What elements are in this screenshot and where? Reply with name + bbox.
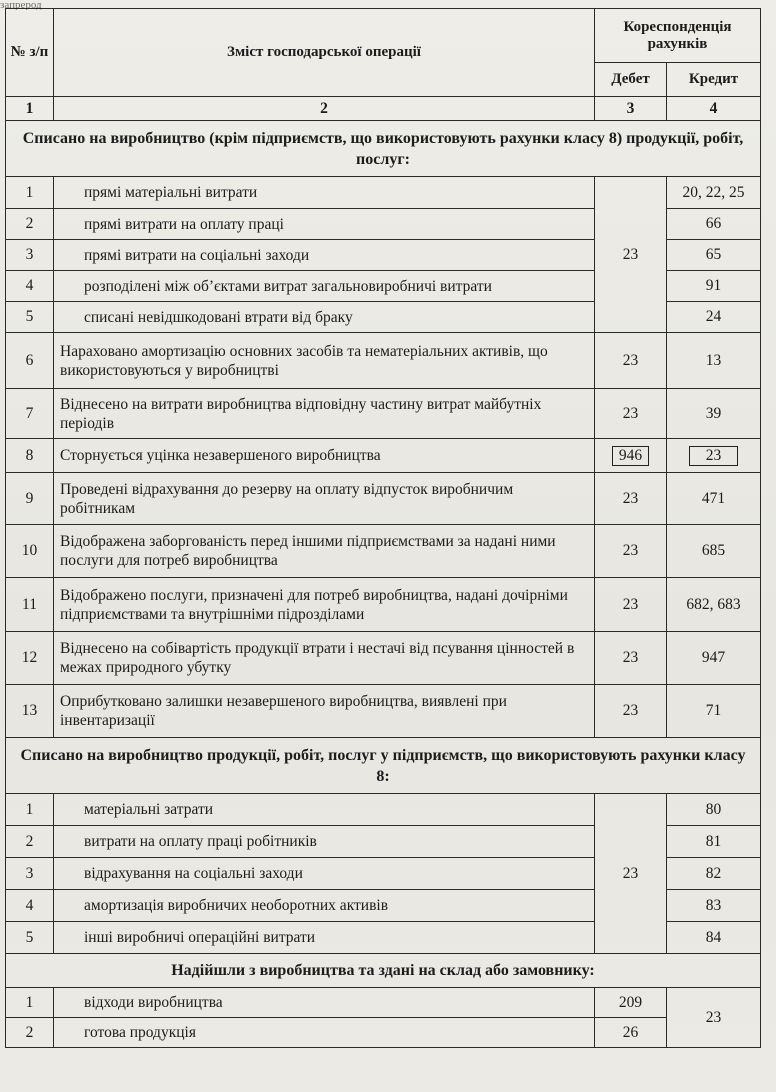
table-row-num: 9: [6, 473, 54, 525]
table-row-text: Віднесено на собівартість продукції втрати і нестачі від псування цінностей в межах природного убутку: [54, 632, 595, 685]
table-row-num: 4: [6, 890, 54, 922]
table-row-credit: 91: [667, 271, 761, 302]
section1-title: Списано на виробництво (крім підприємств, що використовують рахунки класу 8) продукції, робіт, послуг:: [6, 121, 761, 177]
top-text-fragment: запрерод: [0, 0, 42, 10]
table-row-text: Відображено послуги, призначені для потреб виробництва, надані дочірніми підприємствами та внутрішніми підрозділами: [54, 578, 595, 632]
table-row-num: 5: [6, 922, 54, 954]
section3-title: Надійшли з виробництва та здані на склад або замовнику:: [6, 954, 761, 988]
table-row-debit: 209: [595, 988, 667, 1018]
section1-debit-group: 23: [595, 177, 667, 333]
table-row-debit: 23: [595, 632, 667, 685]
table-row-num: 10: [6, 525, 54, 578]
table-row-debit: 23: [595, 389, 667, 439]
table-row-text: Віднесено на витрати виробництва відповідну частину витрат майбутніх періодів: [54, 389, 595, 439]
table-row-text: відходи виробництва: [54, 988, 595, 1018]
table-row-text: прямі матеріальні витрати: [54, 177, 595, 209]
table-row-text: Нараховано амортизацію основних засобів та нематеріальних активів, що використовуються у виробництві: [54, 333, 595, 389]
table-row-debit: 23: [595, 333, 667, 389]
table-row-num: 3: [6, 240, 54, 271]
table-row-credit: 685: [667, 525, 761, 578]
index-cell-3: 3: [595, 97, 667, 121]
table-row-num: 3: [6, 858, 54, 890]
boxed-debit-value: 946: [612, 446, 649, 466]
table-row-text: Відображена заборгованість перед іншими підприємствами за надані ними послуги для потреб виробництва: [54, 525, 595, 578]
table-row-num: 7: [6, 389, 54, 439]
table-row-num: 5: [6, 302, 54, 333]
header-correspondence: Кореспонденція рахунків: [595, 9, 761, 63]
table-row-num: 13: [6, 685, 54, 738]
table-row-credit: 947: [667, 632, 761, 685]
table-row-text: списані невідшкодовані втрати від браку: [54, 302, 595, 333]
table-row-credit: 84: [667, 922, 761, 954]
table-row-credit: 66: [667, 209, 761, 240]
header-credit: Кредит: [667, 63, 761, 97]
table-row-debit: [595, 439, 667, 473]
table-row-num: 11: [6, 578, 54, 632]
header-content: Зміст господарської операції: [54, 9, 595, 97]
boxed-credit-value: 23: [689, 446, 739, 466]
table-row-credit: 13: [667, 333, 761, 389]
index-cell-4: 4: [667, 97, 761, 121]
table-row-num: 1: [6, 988, 54, 1018]
table-row-text: Проведені відрахування до резерву на оплату відпусток виробничим робітникам: [54, 473, 595, 525]
table-row-credit: [667, 439, 761, 473]
table-row-text: витрати на оплату праці робітників: [54, 826, 595, 858]
header-debit: Дебет: [595, 63, 667, 97]
table-row-num: 2: [6, 1018, 54, 1048]
table-row-text: інші виробничі операційні витрати: [54, 922, 595, 954]
table-row-text: амортизація виробничих необоротних активів: [54, 890, 595, 922]
table-row-text: готова продукція: [54, 1018, 595, 1048]
index-cell-1: 1: [6, 97, 54, 121]
table-row-debit: 26: [595, 1018, 667, 1048]
table-row-debit: 23: [595, 525, 667, 578]
table-row-text: Сторнується уцінка незавершеного виробництва: [54, 439, 595, 473]
table-row-debit: 23: [595, 473, 667, 525]
section2-title: Списано на виробництво продукції, робіт, послуг у підприємств, що використовують рахунки класу 8:: [6, 738, 761, 794]
table-row-num: 1: [6, 794, 54, 826]
table-row-debit: 23: [595, 578, 667, 632]
table-row-text: розподілені між об’єктами витрат загальновиробничі витрати: [54, 271, 595, 302]
table-row-credit: 80: [667, 794, 761, 826]
table-row-text: відрахування на соціальні заходи: [54, 858, 595, 890]
table-row-credit: 82: [667, 858, 761, 890]
table-row-credit: 20, 22, 25: [667, 177, 761, 209]
section3-credit-group: 23: [667, 988, 761, 1048]
table-row-debit: 23: [595, 685, 667, 738]
table-row-credit: 83: [667, 890, 761, 922]
table-row-text: прямі витрати на соціальні заходи: [54, 240, 595, 271]
table-row-credit: 81: [667, 826, 761, 858]
section2-debit-group: 23: [595, 794, 667, 954]
table-row-credit: 65: [667, 240, 761, 271]
table-row-credit: 39: [667, 389, 761, 439]
header-num: № з/п: [6, 9, 54, 97]
table-row-num: 1: [6, 177, 54, 209]
table-row-num: 12: [6, 632, 54, 685]
accounting-table: [5, 8, 761, 1048]
table-row-credit: 682, 683: [667, 578, 761, 632]
table-row-text: матеріальні затрати: [54, 794, 595, 826]
table-row-num: 8: [6, 439, 54, 473]
table-row-num: 2: [6, 209, 54, 240]
table-row-num: 6: [6, 333, 54, 389]
table-row-credit: 24: [667, 302, 761, 333]
table-row-num: 4: [6, 271, 54, 302]
index-cell-2: 2: [54, 97, 595, 121]
table-row-num: 2: [6, 826, 54, 858]
table-row-credit: 471: [667, 473, 761, 525]
table-row-text: Оприбутковано залишки незавершеного виробництва, виявлені при інвентаризації: [54, 685, 595, 738]
table-row-text: прямі витрати на оплату праці: [54, 209, 595, 240]
table-row-credit: 71: [667, 685, 761, 738]
